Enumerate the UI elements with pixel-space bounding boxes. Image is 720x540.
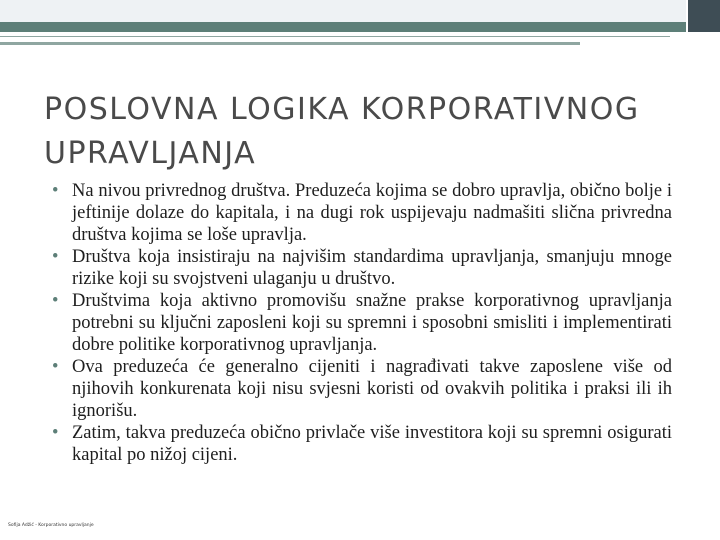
header-accent-bar — [0, 22, 688, 32]
bullet-item — [52, 290, 672, 356]
bullet-marker: • — [52, 247, 59, 267]
bullet-item — [52, 422, 672, 466]
bullet-marker: • — [52, 357, 59, 377]
bullet-item — [52, 180, 672, 246]
bullet-text: Društvima koja aktivno promovišu snažne prakse korporativnog upravljanja potrebni su ključni zaposleni koji su spremni i sposobni smisliti i implementirati dobre politike korporativnog upravljanja. — [72, 291, 672, 355]
bullet-item — [52, 246, 672, 290]
bullet-text: Na nivou privrednog društva. Preduzeća kojima se dobro upravlja, obično bolje i jeftinije dolaze do kapitala, i na dugi rok uspijevaju nadmašiti slična privredna društva kojima se loše upravlja. — [72, 181, 672, 245]
bullet-item — [52, 356, 672, 422]
slide-title: POSLOVNA LOGIKA KORPORATIVNOG UPRAVLJANJA — [44, 92, 640, 171]
header-rule-short — [0, 42, 580, 45]
bullet-text: Zatim, takva preduzeća obično privlače više investitora koji su spremni osigurati kapital po nižoj cijeni. — [72, 423, 672, 465]
header-band — [0, 0, 720, 22]
bullet-text: Ova preduzeća će generalno cijeniti i nagrađivati takve zaposlene više od njihovih konkurenata koji nisu svjesni koristi od ovakvih politika i praksi ili ih ignorišu. — [72, 357, 672, 421]
bullet-list — [52, 180, 672, 466]
header-corner-divider — [686, 0, 688, 32]
slide-footer: Sofija Adžić - Korporativno upravljanje — [8, 523, 94, 528]
header-corner-block — [688, 0, 720, 32]
bullet-marker: • — [52, 423, 59, 443]
header-rule-thin — [0, 36, 670, 37]
bullet-marker: • — [52, 181, 59, 201]
bullet-marker: • — [52, 291, 59, 311]
bullet-text: Društva koja insistiraju na najvišim standardima upravljanja, smanjuju mnoge rizike koji su svojstveni ulaganju u društvo. — [72, 247, 672, 289]
